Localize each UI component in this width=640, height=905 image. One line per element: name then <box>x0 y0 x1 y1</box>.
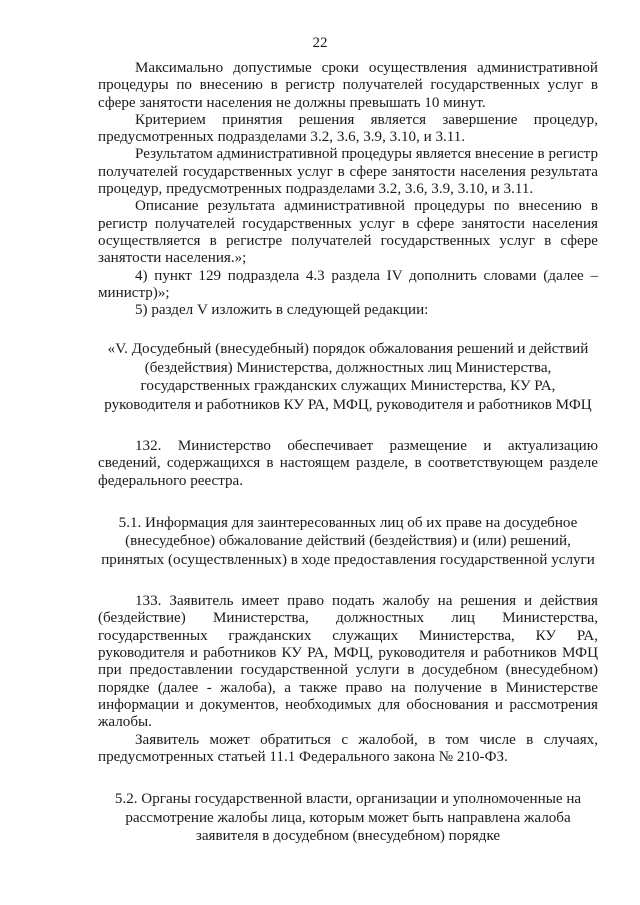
paragraph-procedure-result: Результатом административной процедуры является внесение в регистр получателей государственных услуг в сфере занятости населения результата процедур, предусмотренных подразделами 3.2, 3.6, 3.9, 3.10, и 3.11. <box>98 146 598 198</box>
subsection-5-1-heading: 5.1. Информация для заинтересованных лиц об их праве на досудебное (внесудебное) обжалование действий (бездействия) и (или) решений, принятых (осуществленных) в ходе предоставления государственной услуги <box>101 514 595 568</box>
page-number: 22 <box>312 35 328 51</box>
paragraph-133: 133. Заявитель имеет право подать жалобу на решения и действия (бездействие) Министерства, должностных лиц Министерства, государственных гражданских служащих Министерства, КУ РА, руководителя и работников КУ РА, МФЦ, руководителя и работников МФЦ при предоставлении государственной услуги в досудебном (внесудебном) порядке (далее - жалоба), а также право на получение в Министерстве информации и документов, необходимых для обоснования и рассмотрения жалобы. <box>98 593 598 731</box>
paragraph-item-5: 5) раздел V изложить в следующей редакции: <box>135 302 429 319</box>
document-body <box>98 60 598 845</box>
section-v-heading: «V. Досудебный (внесудебный) порядок обжалования решений и действий (бездействия) Министерства, должностных лиц Министерства, государственных гражданских служащих Министерства, КУ РА, руководителя и работников КУ РА, МФЦ, руководителя и работников МФЦ <box>104 341 592 413</box>
subsection-5-2-heading: 5.2. Органы государственной власти, организации и уполномоченные на рассмотрение жалобы лица, которым может быть направлена жалоба заявителя в досудебном (внесудебном) порядке <box>114 791 582 844</box>
paragraph-decision-criterion: Критерием принятия решения является завершение процедур, предусмотренных подразделами 3.2, 3.6, 3.9, 3.10, и 3.11. <box>98 111 598 146</box>
paragraph-132: 132. Министерство обеспечивает размещение и актуализацию сведений, содержащихся в настоящем разделе, в соответствующем разделе федерального реестра. <box>98 438 598 489</box>
paragraph-complaint-cases: Заявитель может обратиться с жалобой, в том числе в случаях, предусмотренных статьей 11.1 Федерального закона № 210-ФЗ. <box>98 731 598 765</box>
paragraph-result-description: Описание результата административной процедуры по внесению в регистр получателей государственных услуг в сфере занятости населения осуществляется в регистре получателей государственных услуг в сфере занятости населения.»; <box>98 198 598 267</box>
paragraph-max-time: Максимально допустимые сроки осуществления административной процедуры по внесению в регистр получателей государственных услуг в сфере занятости населения не должны превышать 10 минут. <box>98 60 598 111</box>
paragraph-item-4: 4) пункт 129 подраздела 4.3 раздела IV дополнить словами (далее – министр)»; <box>98 267 598 301</box>
